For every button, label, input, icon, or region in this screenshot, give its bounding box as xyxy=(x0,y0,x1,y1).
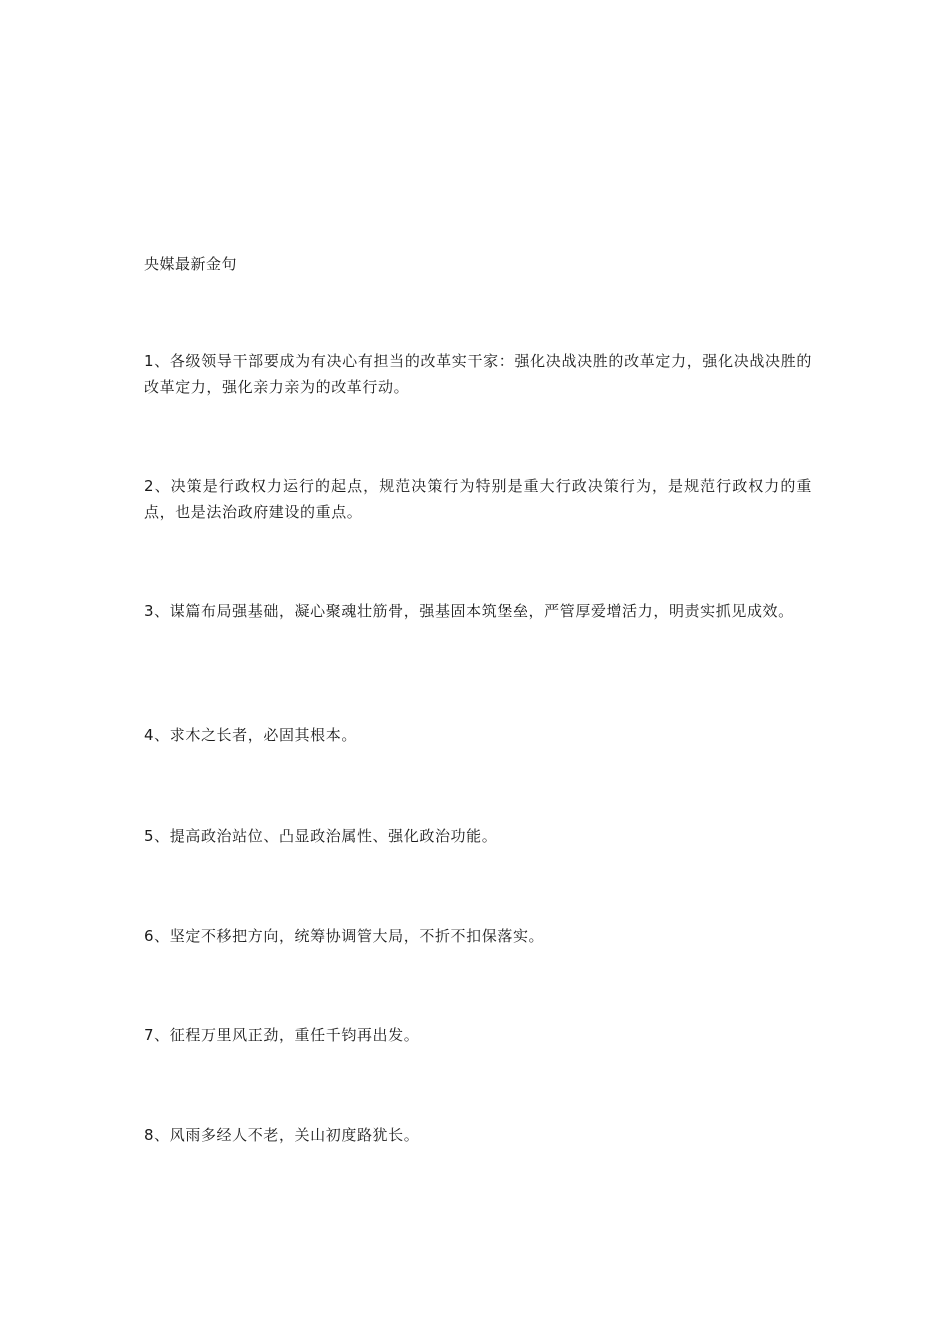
quote-paragraph: 8、风雨多经人不老，关山初度路犹长。 xyxy=(144,1126,420,1144)
document-title: 央媒最新金句 xyxy=(144,255,238,273)
quote-paragraph: 4、求木之长者，必固其根本。 xyxy=(144,726,357,744)
quote-paragraph: 3、谋篇布局强基础，凝心聚魂壮筋骨，强基固本筑堡垒，严管厚爱增活力，明责实抓见成效。 xyxy=(144,602,794,620)
quote-paragraph: 7、征程万里风正劲，重任千钧再出发。 xyxy=(144,1026,420,1044)
quote-paragraph: 1、各级领导干部要成为有决心有担当的改革实干家：强化决战决胜的改革定力，强化决战决胜的改革定力，强化亲力亲为的改革行动。 xyxy=(144,352,812,396)
quote-paragraph: 5、提高政治站位、凸显政治属性、强化政治功能。 xyxy=(144,827,498,845)
quote-paragraph: 6、坚定不移把方向，统筹协调管大局，不折不扣保落实。 xyxy=(144,927,545,945)
quote-paragraph: 2、决策是行政权力运行的起点，规范决策行为特别是重大行政决策行为，是规范行政权力的重点，也是法治政府建设的重点。 xyxy=(144,477,812,521)
